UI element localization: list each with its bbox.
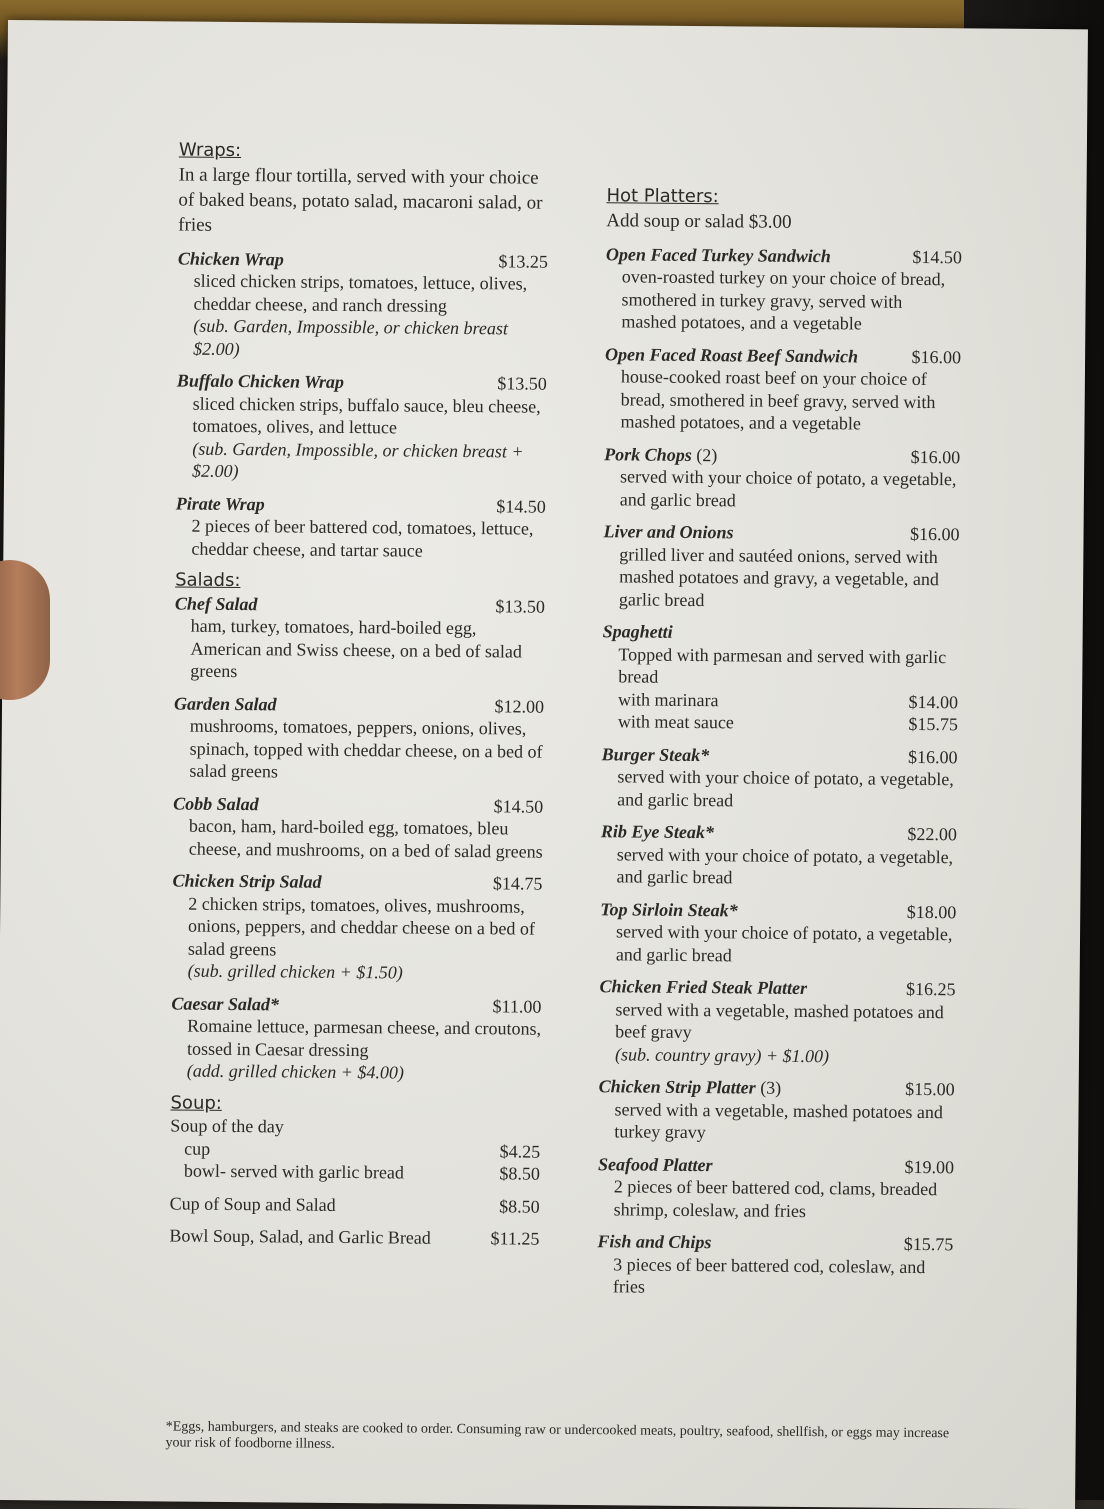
option-price: $14.00 bbox=[908, 691, 959, 712]
item-price: $12.00 bbox=[494, 695, 545, 717]
item-description: sliced chicken strips, tomatoes, lettuce, olives, cheddar cheese, and ranch dressing bbox=[193, 270, 528, 316]
soup-of-day: Soup of the day bbox=[170, 1115, 284, 1137]
soup-combo-price: $8.50 bbox=[499, 1195, 540, 1217]
item-note: (add. grilled chicken + $4.00) bbox=[186, 1060, 405, 1083]
item-description: served with your choice of potato, a vegetable, and garlic bread bbox=[616, 843, 954, 888]
item-description: bacon, ham, hard-boiled egg, tomatoes, bleu cheese, and mushrooms, on a bed of salad greens bbox=[188, 815, 543, 862]
menu-item bbox=[173, 692, 544, 785]
item-price: $19.00 bbox=[904, 1156, 955, 1177]
soup-title: Soup: bbox=[170, 1091, 222, 1114]
item-price: $13.50 bbox=[495, 595, 545, 617]
item-price: $13.50 bbox=[497, 373, 547, 394]
item-price: $16.25 bbox=[905, 978, 956, 1000]
menu-item bbox=[603, 520, 960, 613]
menu-item bbox=[598, 1153, 955, 1224]
item-name: Liver and Onions bbox=[603, 521, 734, 543]
item-name: Garden Salad bbox=[173, 692, 277, 714]
soup-combo-row bbox=[170, 1192, 540, 1218]
item-price: $22.00 bbox=[907, 823, 958, 845]
menu-item bbox=[175, 492, 546, 563]
left-column bbox=[169, 139, 549, 1250]
item-price: $16.00 bbox=[911, 346, 962, 367]
item-name: Caesar Salad* bbox=[171, 992, 280, 1014]
menu-page bbox=[0, 20, 1088, 1509]
item-description: 2 chicken strips, tomatoes, olives, mushrooms, onions, peppers, and cheddar cheese on a bed of salad greens bbox=[187, 893, 536, 959]
item-name: Open Faced Roast Beef Sandwich bbox=[605, 343, 859, 366]
item-description: served with a vegetable, mashed potatoes and turkey gravy bbox=[614, 1098, 943, 1143]
soup-combo-label: Cup of Soup and Salad bbox=[169, 1192, 336, 1215]
soup-bowl-label: bowl- served with garlic bread bbox=[183, 1160, 404, 1183]
soup-cup-label: cup bbox=[184, 1138, 211, 1159]
item-qty: (2) bbox=[696, 444, 718, 465]
item-description: mushrooms, tomatoes, peppers, onions, olives, spinach, topped with cheddar cheese, on a bed of salad greens bbox=[189, 715, 543, 782]
item-description: Topped with parmesan and served with garlic bread bbox=[618, 643, 947, 687]
menu-item bbox=[601, 743, 958, 814]
item-name: Chicken Wrap bbox=[177, 247, 284, 269]
item-price: $14.50 bbox=[496, 495, 546, 517]
soup-bowl-row bbox=[170, 1159, 540, 1185]
menu-item bbox=[604, 343, 961, 436]
item-description: served with your choice of potato, a vegetable, and garlic bread bbox=[617, 766, 954, 810]
item-note: (sub. country gravy) + $1.00) bbox=[614, 1043, 830, 1066]
item-price: $16.00 bbox=[910, 446, 961, 467]
item-name: Buffalo Chicken Wrap bbox=[176, 370, 344, 392]
menu-item bbox=[598, 1075, 955, 1146]
item-name: Chef Salad bbox=[174, 592, 258, 614]
soup-combo-row bbox=[169, 1224, 539, 1250]
item-note: (sub. Garden, Impossible, or chicken breast $2.00) bbox=[193, 315, 509, 359]
item-description: oven-roasted turkey on your choice of bread, smothered in turkey gravy, served with mashed potatoes, and a vegetable bbox=[621, 266, 946, 334]
item-description: sliced chicken strips, buffalo sauce, bleu cheese, tomatoes, olives, and lettuce bbox=[192, 393, 541, 438]
wraps-title: Wraps: bbox=[178, 139, 242, 162]
option-row bbox=[602, 710, 958, 736]
menu-item bbox=[597, 1230, 954, 1301]
item-price: $11.00 bbox=[492, 995, 542, 1017]
menu-item bbox=[174, 592, 545, 685]
item-description: served with your choice of potato, a vegetable, and garlic bread bbox=[615, 921, 953, 965]
item-name: Rib Eye Steak* bbox=[600, 821, 715, 843]
item-name: Chicken Fried Steak Platter bbox=[599, 976, 808, 999]
item-description: served with your choice of potato, a vegetable, and garlic bread bbox=[619, 466, 957, 510]
item-qty: (3) bbox=[760, 1077, 782, 1098]
item-description: 2 pieces of beer battered cod, clams, breaded shrimp, coleslaw, and fries bbox=[613, 1176, 938, 1221]
item-description: grilled liver and sautéed onions, served with mashed potatoes and gravy, a vegetable, and garlic bread bbox=[618, 543, 939, 610]
item-name: Pirate Wrap bbox=[175, 492, 265, 514]
item-description: house-cooked roast beef on your choice of bread, smothered in beef gravy, served with mashed potatoes, and a vegetable bbox=[620, 366, 936, 434]
option-price: $15.75 bbox=[908, 713, 958, 735]
hot-platters-title: Hot Platters: bbox=[606, 185, 719, 208]
right-column bbox=[597, 185, 963, 1311]
item-description: Romaine lettuce, parmesan cheese, and croutons, tossed in Caesar dressing bbox=[186, 1015, 542, 1060]
menu-item bbox=[176, 369, 547, 485]
menu-item bbox=[600, 820, 957, 891]
item-name: Top Sirloin Steak* bbox=[600, 898, 738, 920]
item-description: ham, turkey, tomatoes, hard-boiled egg, American and Swiss cheese, on a bed of salad greens bbox=[190, 615, 523, 682]
menu-item bbox=[604, 443, 961, 514]
item-price: $18.00 bbox=[906, 901, 957, 922]
option-label: with meat sauce bbox=[617, 711, 734, 733]
item-price: $14.50 bbox=[912, 246, 963, 267]
item-note: (sub. grilled chicken + $1.50) bbox=[187, 960, 403, 983]
item-name: Spaghetti bbox=[602, 621, 673, 642]
soup-combo-price: $11.25 bbox=[490, 1228, 540, 1249]
soup-bowl-price: $8.50 bbox=[499, 1163, 541, 1184]
menu-item bbox=[600, 898, 957, 969]
item-description: 3 pieces of beer battered cod, coleslaw, and fries bbox=[612, 1253, 926, 1297]
item-note: (sub. Garden, Impossible, or chicken breast + $2.00) bbox=[191, 438, 524, 482]
item-price: $14.50 bbox=[493, 795, 544, 817]
menu-item bbox=[171, 992, 542, 1085]
menu-item bbox=[177, 247, 548, 363]
item-price: $13.25 bbox=[498, 250, 549, 272]
item-price: $16.00 bbox=[909, 523, 960, 545]
item-name: Burger Steak* bbox=[601, 743, 710, 765]
item-name: Chicken Strip Salad bbox=[172, 870, 322, 892]
item-price: $15.75 bbox=[903, 1233, 954, 1255]
soup-cup-row bbox=[170, 1137, 540, 1163]
wraps-intro: In a large flour tortilla, served with your choice of baked beans, potato salad, macaroni salad, or fries bbox=[178, 163, 543, 236]
item-description: served with a vegetable, mashed potatoes and beef gravy bbox=[615, 998, 944, 1043]
item-name: Open Faced Turkey Sandwich bbox=[605, 243, 831, 266]
item-description: 2 pieces of beer battered cod, tomatoes, lettuce, cheddar cheese, and tartar sauce bbox=[191, 515, 534, 561]
soup-cup-price: $4.25 bbox=[499, 1140, 541, 1162]
soup-combo-label: Bowl Soup, Salad, and Garlic Bread bbox=[169, 1225, 431, 1248]
menu-item bbox=[173, 792, 544, 863]
item-price: $16.00 bbox=[908, 746, 958, 767]
item-price: $15.00 bbox=[905, 1078, 955, 1100]
footnote: *Eggs, hamburgers, and steaks are cooked to order. Consuming raw or undercooked meats, poultry, seafood, shellfish, or eggs may increase your risk of foodborne illness. bbox=[165, 1419, 950, 1452]
item-price: $14.75 bbox=[492, 873, 543, 894]
item-name: Cobb Salad bbox=[173, 792, 259, 814]
option-label: with marinara bbox=[618, 688, 719, 710]
menu-item-spaghetti bbox=[602, 620, 959, 736]
salads-title: Salads: bbox=[175, 569, 241, 592]
item-name: Fish and Chips bbox=[597, 1231, 712, 1253]
hot-platters-intro: Add soup or salad $3.00 bbox=[606, 209, 792, 233]
menu-item bbox=[599, 975, 956, 1068]
item-name: Seafood Platter bbox=[597, 1153, 713, 1175]
thumb bbox=[0, 560, 50, 700]
menu-item bbox=[605, 243, 962, 336]
menu-item bbox=[172, 869, 543, 985]
item-name: Chicken Strip Platter bbox=[598, 1076, 756, 1098]
option-row bbox=[602, 688, 958, 714]
item-name: Pork Chops bbox=[604, 443, 692, 465]
